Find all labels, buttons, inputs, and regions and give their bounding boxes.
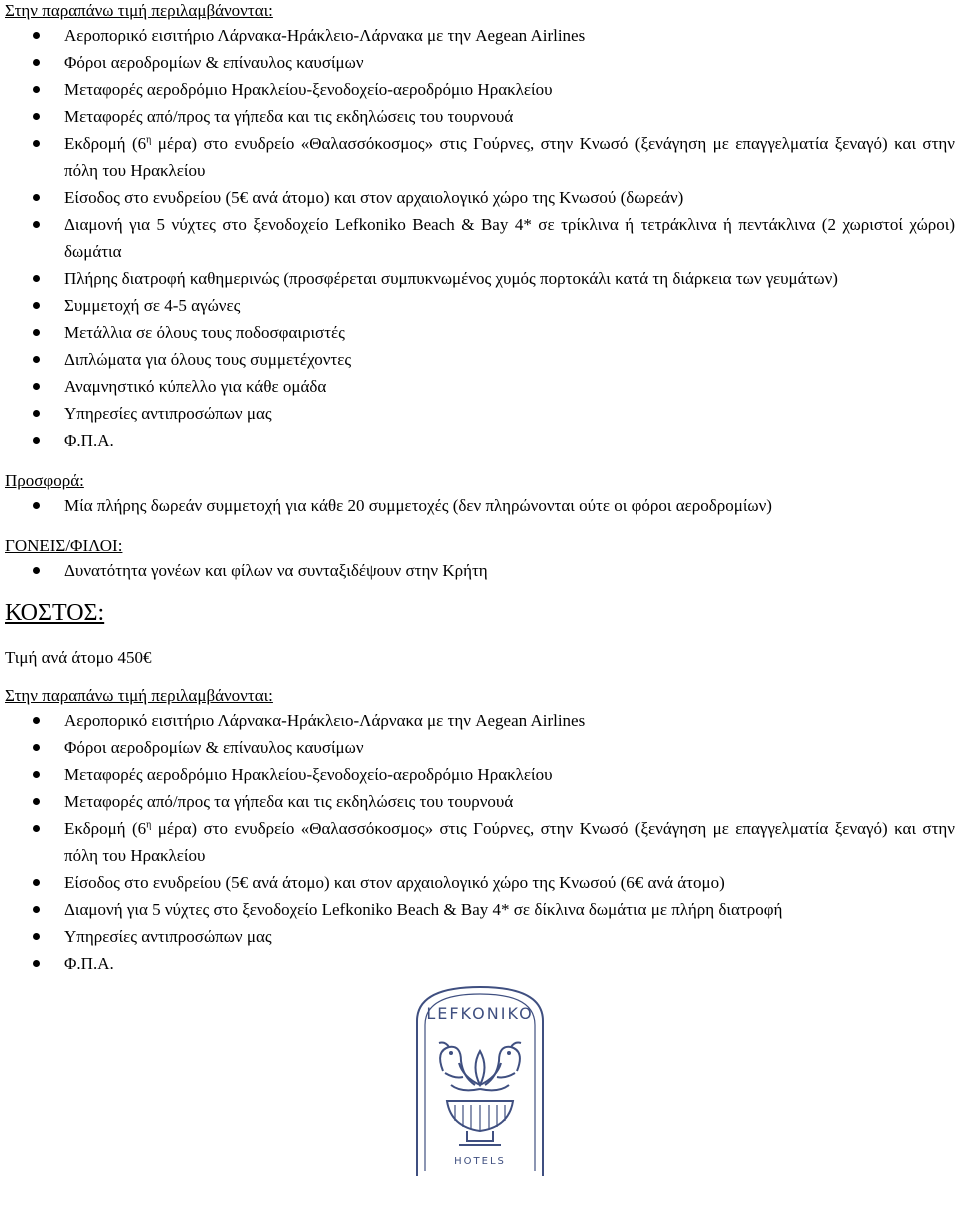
included-list-2 (5, 707, 955, 977)
bullet-icon (33, 879, 40, 886)
cost-heading: ΚΟΣΤΟΣ: (5, 600, 105, 626)
list-item: Εκδρομή ($6^\eta$ μέρα) στο ενυδρείο «Θαλασσόκοσμος» στις Γούρνες, στην Κνωσό (ξενάγηση με επαγγελματία ξεναγό) και στην πόλη του Ηρακλείου (5, 130, 955, 184)
parents-list (5, 557, 955, 584)
list-item: Υπηρεσίες αντιπροσώπων μας (5, 923, 955, 950)
list-item: Φ.Π.Α. (5, 950, 955, 977)
bullet-icon (33, 567, 40, 574)
list-item: Συμμετοχή σε 4-5 αγώνες (5, 292, 955, 319)
bullet-icon (33, 771, 40, 778)
lefkoniko-logo-icon (405, 981, 555, 1181)
bullet-icon (33, 933, 40, 940)
list-item: Πλήρης διατροφή καθημερινώς (προσφέρεται συμπυκνωμένος χυμός πορτοκάλι κατά τη διάρκεια των γευμάτων) (5, 265, 955, 292)
included-list-1 (5, 22, 955, 454)
list-item: Εκδρομή ($6^\eta$ μέρα) στο ενυδρείο «Θαλασσόκοσμος» στις Γούρνες, στην Κνωσό (ξενάγηση με επαγγελματία ξεναγό) και στην πόλη του Ηρακλείου (5, 815, 955, 869)
list-item: Μεταφορές από/προς τα γήπεδα και τις εκδηλώσεις του τουρνουά (5, 788, 955, 815)
list-item: Αεροπορικό εισιτήριο Λάρνακα-Ηράκλειο-Λάρνακα με την Aegean Airlines (5, 707, 955, 734)
bullet-icon (33, 221, 40, 228)
list-item: Διπλώματα για όλους τους συμμετέχοντες (5, 346, 955, 373)
bullet-icon (33, 113, 40, 120)
list-item: Μία πλήρης δωρεάν συμμετοχή για κάθε 20 συμμετοχές (δεν πληρώνονται ούτε οι φόροι αεροδρομίων) (5, 492, 955, 519)
list-item: Διαμονή για 5 νύχτες στο ξενοδοχείο Lefkoniko Beach & Bay 4* σε τρίκλινα ή τετράκλινα ή πεντάκλινα (2 χωριστοί χώροι) δωμάτια (5, 211, 955, 265)
list-item: Αναμνηστικό κύπελλο για κάθε ομάδα (5, 373, 955, 400)
included-heading-1: Στην παραπάνω τιμή περιλαμβάνονται: (5, 1, 273, 20)
logo-top-text: LEFKONIKO (426, 1004, 534, 1023)
list-item: Μεταφορές αεροδρόμιο Ηρακλείου-ξενοδοχείο-αεροδρόμιο Ηρακλείου (5, 761, 955, 788)
price-per-person: Τιμή ανά άτομο 450€ (5, 648, 152, 667)
list-item: Είσοδος στο ενυδρείου (5€ ανά άτομο) και στον αρχαιολογικό χώρο της Κνωσού (δωρεάν) (5, 184, 955, 211)
bullet-icon (33, 194, 40, 201)
bullet-icon (33, 717, 40, 724)
list-item: Φόροι αεροδρομίων & επίναυλος καυσίμων (5, 734, 955, 761)
bullet-icon (33, 356, 40, 363)
list-item: Είσοδος στο ενυδρείου (5€ ανά άτομο) και στον αρχαιολογικό χώρο της Κνωσού (6€ ανά άτομο) (5, 869, 955, 896)
bullet-icon (33, 906, 40, 913)
document-page (5, 0, 955, 1181)
list-item: Αεροπορικό εισιτήριο Λάρνακα-Ηράκλειο-Λάρνακα με την Aegean Airlines (5, 22, 955, 49)
bullet-icon (33, 275, 40, 282)
bullet-icon (33, 329, 40, 336)
bullet-icon (33, 383, 40, 390)
bullet-icon (33, 825, 40, 832)
list-item: Δυνατότητα γονέων και φίλων να συνταξιδέψουν στην Κρήτη (5, 557, 955, 584)
offer-heading: Προσφορά: (5, 471, 84, 490)
bullet-icon (33, 437, 40, 444)
list-item: Υπηρεσίες αντιπροσώπων μας (5, 400, 955, 427)
bullet-icon (33, 502, 40, 509)
bullet-icon (33, 302, 40, 309)
offer-list (5, 492, 955, 519)
list-item: Διαμονή για 5 νύχτες στο ξενοδοχείο Lefkoniko Beach & Bay 4* σε δίκλινα δωμάτια με πλήρη διατροφή (5, 896, 955, 923)
bullet-icon (33, 960, 40, 967)
bullet-icon (33, 410, 40, 417)
bullet-icon (33, 744, 40, 751)
bullet-icon (33, 140, 40, 147)
logo-bottom-text: HOTELS (454, 1156, 506, 1167)
list-item: Φόροι αεροδρομίων & επίναυλος καυσίμων (5, 49, 955, 76)
bullet-icon (33, 798, 40, 805)
list-item: Μεταφορές από/προς τα γήπεδα και τις εκδηλώσεις του τουρνουά (5, 103, 955, 130)
bullet-icon (33, 86, 40, 93)
included-heading-2: Στην παραπάνω τιμή περιλαμβάνονται: (5, 686, 273, 705)
list-item: Μεταφορές αεροδρόμιο Ηρακλείου-ξενοδοχείο-αεροδρόμιο Ηρακλείου (5, 76, 955, 103)
bullet-icon (33, 32, 40, 39)
hotel-logo (5, 981, 955, 1181)
list-item: Φ.Π.Α. (5, 427, 955, 454)
bullet-icon (33, 59, 40, 66)
list-item: Μετάλλια σε όλους τους ποδοσφαιριστές (5, 319, 955, 346)
parents-heading: ΓΟΝΕΙΣ/ΦΙΛΟΙ: (5, 536, 123, 555)
